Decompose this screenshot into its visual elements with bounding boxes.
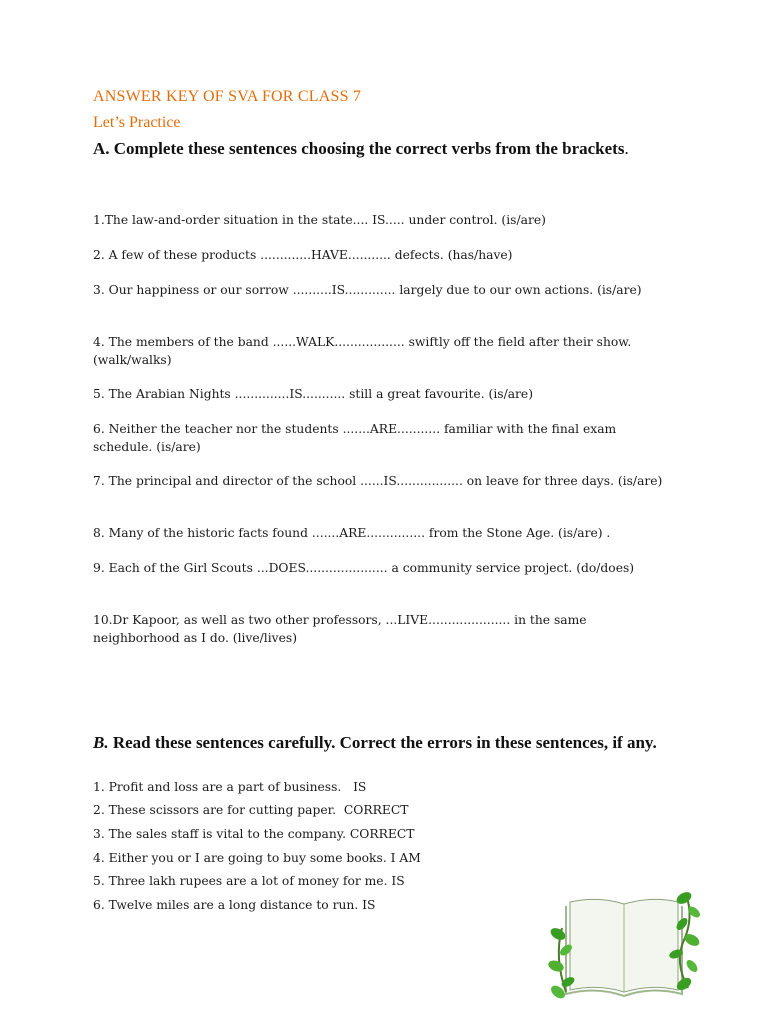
open-book-with-leaves-icon (548, 888, 700, 1000)
section-a-heading (93, 139, 629, 159)
section-b-item: 2. These scissors are for cutting paper. CORRECT (93, 803, 409, 817)
section-a-item: 8. Many of the historic facts found .......ARE............... from the Stone Age. (is/are) . (93, 526, 611, 540)
section-b-item: 3. The sales staff is vital to the company. CORRECT (93, 827, 415, 841)
page-title: ANSWER KEY OF SVA FOR CLASS 7 (93, 88, 362, 105)
section-a-item: 6. Neither the teacher nor the students .......ARE........... familiar with the final exam schedule. (is/are) (93, 422, 617, 454)
section-a-item: 2. A few of these products .............HAVE........... defects. (has/have) (93, 248, 513, 262)
section-b-heading (93, 733, 683, 752)
section-b-item: 6. Twelve miles are a long distance to run. IS (93, 898, 376, 912)
section-a-item: 5. The Arabian Nights ..............IS........... still a great favourite. (is/are) (93, 387, 533, 401)
section-b-item: 5. Three lakh rupees are a lot of money for me. IS (93, 874, 405, 888)
section-a-item: 9. Each of the Girl Scouts ...DOES..................... a community service project. (do/does) (93, 561, 635, 575)
section-b-item: 4. Either you or I are going to buy some books. I AM (93, 851, 421, 865)
section-a-item: 4. The members of the band ......WALK.................. swiftly off the field after their show. (walk/walks) (93, 335, 632, 367)
section-a-item: 7. The principal and director of the school ......IS................. on leave for three days. (is/are) (93, 474, 663, 488)
section-a-item: 10.Dr Kapoor, as well as two other professors, ...LIVE..................... in the same neighborhood as I do. (live/lives) (93, 613, 587, 645)
section-a-heading-text: Complete these sentences choosing the correct verbs from the brackets (109, 139, 625, 158)
section-b-heading-text: Read these sentences carefully. Correct the errors in these sentences, if any. (108, 733, 657, 752)
section-a-item: 1.The law-and-order situation in the state.... IS..... under control. (is/are) (93, 213, 546, 227)
page-subtitle: Let’s Practice (93, 114, 181, 131)
section-b-letter: B. (93, 733, 109, 752)
section-b-item: 1. Profit and loss are a part of business. IS (93, 780, 367, 794)
section-a-item: 3. Our happiness or our sorrow ..........IS............. largely due to our own actions. (is/are) (93, 283, 642, 297)
section-a-heading-tail: . (624, 139, 629, 158)
section-a-letter: A. (93, 139, 110, 158)
